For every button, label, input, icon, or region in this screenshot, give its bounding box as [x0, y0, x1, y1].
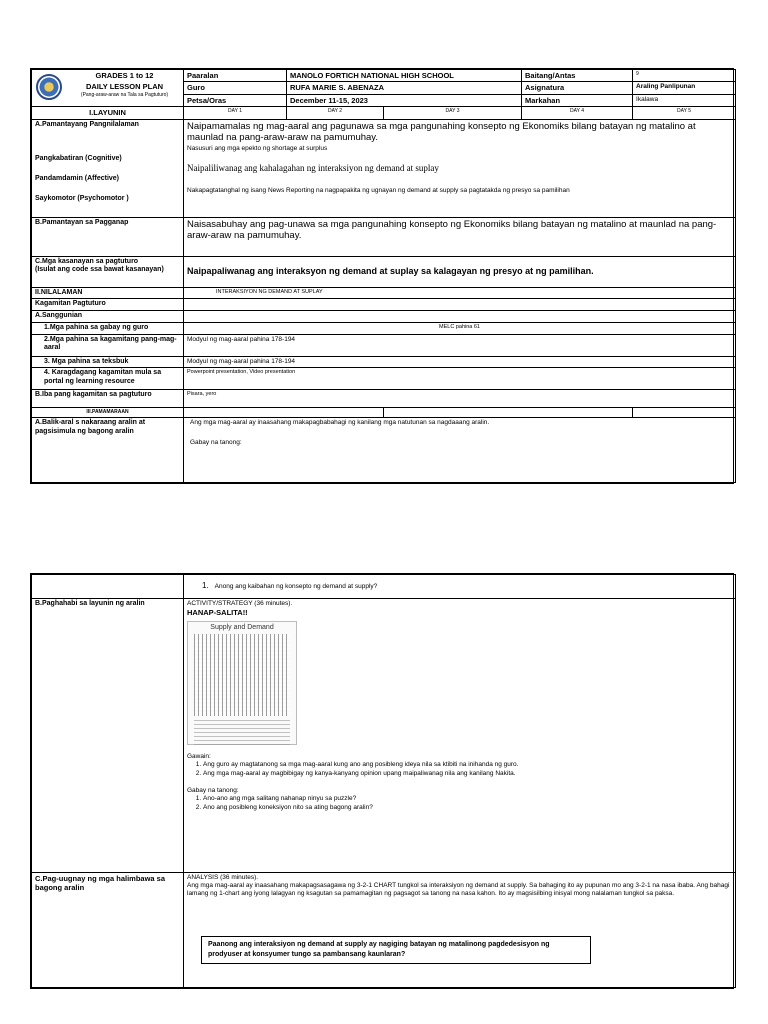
paaralan-value: MANOLO FORTICH NATIONAL HIGH SCHOOL: [287, 70, 522, 82]
balik-aral-content: [184, 418, 736, 483]
day-4: DAY 4: [522, 107, 633, 119]
petsa-label: Petsa/Oras: [184, 94, 287, 106]
pamantayan-pangnilalaman-label: A.Pamantayang Pangnilalaman: [35, 120, 139, 128]
iba-pang-text: Pisara, yero: [184, 390, 736, 408]
gabay-label: Gabay na tanong:: [187, 786, 239, 794]
guide-question-box: Paanong ang interaksiyon ng demand at supply ay nagiging batayan ng matalinong pagdedesisyon ng prodyuser at konsyumer tungo sa pambansang kaunlaran?: [201, 936, 591, 964]
balik-aral-label: A.Balik-aral s nakaraang aralin at pagsisimula ng bagong aralin: [32, 418, 184, 483]
grades-title: GRADES 1 to 12: [95, 71, 154, 80]
day-3: DAY 3: [384, 107, 522, 119]
teksbuk-text: Modyul ng mag-aaral pahina 178-194: [184, 356, 736, 368]
analysis-text: Ang mga mag-aaral ay inaasahang makapagsasagawa ng 3-2-1 CHART tungkol sa interaksiyon ng demand at supply. Sa bahaging ito ay pupunan mo ang 3-2-1 na nasa ibaba. Ang bahagi lamang ng 1-chart ang iyong lalagyan ng ksagutan sa pamamagitan ng pagsagot sa tanong na nasa kahon. Ito ay magsisilbing inisyal mong nalalaman tungkol sa paksa.: [187, 882, 730, 898]
gabay-guro-text: MELC pahina 61: [184, 322, 736, 334]
cognitive-label: Pangkabatiran (Cognitive): [35, 155, 122, 163]
puzzle-word-list: [194, 719, 290, 745]
pamantayan-subtext: Nasusuri ang mga epekto ng shortage at surplus: [187, 145, 328, 153]
deped-logo-icon: [36, 74, 62, 100]
dlp-subtitle: (Pang-araw-araw na Tala sa Pagtuturo): [80, 91, 169, 98]
markahan-value: Ikalawa: [633, 94, 736, 106]
lesson-plan-table-page-2: [30, 573, 734, 989]
day-5: DAY 5: [633, 107, 736, 119]
kagamitang-aaral-label: 2.Mga pahina sa kagamitang pang-mag-aaral: [32, 334, 184, 356]
guro-value: RUFA MARIE S. ABENAZA: [287, 82, 522, 94]
baitang-value: 9: [633, 70, 736, 82]
kasanayan-label: C.Mga kasanayan sa pagtuturo: [35, 257, 139, 265]
layunin-heading: I.LAYUNIN: [32, 107, 184, 119]
pagganap-text: Naisasabuhay ang pag-unawa sa mga pangunahing konsepto ng Ekonomiks bilang batayan ng matalino at maunlad na pang-araw-araw na pamumuhay.: [184, 217, 736, 256]
word-search-puzzle-image: [187, 621, 297, 745]
puzzle-letter-grid: [194, 634, 290, 716]
guro-label: Guro: [184, 82, 287, 94]
kagamitan-label: Kagamitan Pagtuturo: [32, 299, 184, 311]
iba-pang-label: B.Iba pang kagamitan sa pagtuturo: [32, 390, 184, 408]
activity-strategy: ACTIVITY/STRATEGY (36 minutes).: [187, 600, 293, 607]
nilalaman-text: INTERAKSIYON NG DEMAND AT SUPLAY: [184, 287, 736, 299]
markahan-label: Markahan: [522, 94, 633, 106]
gabay-item: 1. Ano-ano ang mga salitang nahanap ninyu sa puzzle?: [203, 795, 732, 803]
paaralan-label: Paaralan: [184, 70, 287, 82]
pamantayan-text: Naipamamalas ng mag-aaral ang pagunawa sa mga pangunahing konsepto ng Ekonomiks bilang batayan ng matalino at maunlad na pang-araw-araw na pamumuhay.: [187, 120, 696, 144]
pagganap-label: B.Pamantayan sa Pagganap: [32, 217, 184, 256]
q1-label-empty: [32, 575, 184, 599]
sanggunian-label: A.Sanggunian: [32, 311, 184, 323]
paghahabi-content: [184, 599, 736, 873]
petsa-value: December 11-15, 2023: [287, 94, 522, 106]
pamamaraan-col-2: [384, 408, 633, 418]
balik-aral-gabay: Gabay na tanong:: [190, 439, 242, 447]
header-title-cell: [32, 70, 184, 107]
paghahabi-label: B.Paghahabi sa layunin ng aralin: [32, 599, 184, 873]
gawain-list: [203, 761, 732, 778]
q1-text: Anong ang kaibahan ng konsepto ng demand at supply?: [214, 583, 378, 591]
sanggunian-empty: [184, 311, 736, 323]
pamantayan-content: [184, 119, 736, 217]
karagdagang-label: 4. Karagdagang kagamitan mula sa portal ng learning resource: [32, 368, 184, 390]
pamamaraan-col-1: [184, 408, 384, 418]
kasanayan-label-cell: [32, 256, 184, 287]
pamantayan-labels: [32, 119, 184, 217]
analysis-label: ANALYSIS (36 minutes).: [187, 874, 259, 881]
day-1: DAY 1: [184, 107, 287, 119]
pag-uugnay-label: C.Pag-uugnay ng mga halimbawa sa bagong aralin: [32, 873, 184, 988]
pamamaraan-heading: III.PAMAMARAAN: [32, 408, 184, 418]
lesson-plan-table-page-1: [30, 68, 734, 484]
gawain-label: Gawain:: [187, 752, 211, 760]
kagamitan-empty: [184, 299, 736, 311]
q1-number: 1.: [202, 581, 209, 591]
karagdagang-text: Powerpoint presentation, Video presentation: [184, 368, 736, 390]
gabay-list: [203, 795, 732, 812]
kasanayan-text: Naipapaliwanag ang interaksyon ng demand at suplay sa kalagayan ng presyo at ng pamilihan.: [184, 256, 736, 287]
affective-text: Nakapagtatanghal ng isang News Reporting na nagpapakita ng ugnayan ng demand at supply sa pagtatakda ng presyo sa pamilihan: [187, 186, 570, 194]
gabay-item: 2. Ano ang posibleng koneksiyon nito sa ating bagong aralin?: [203, 804, 732, 812]
baitang-label: Baitang/Antas: [522, 70, 633, 82]
affective-label: Pandamdamin (Affective): [35, 175, 120, 182]
q1-cell: [184, 575, 736, 599]
kasanayan-label-note: (Isulat ang code ssa bawat kasanayan): [35, 266, 164, 274]
teksbuk-label: 3. Mga pahina sa teksbuk: [32, 356, 184, 368]
nilalaman-label: II.NILALAMAN: [32, 287, 184, 299]
asignatura-label: Asignatura: [522, 82, 633, 94]
gabay-guro-label: 1.Mga pahina sa gabay ng guro: [32, 322, 184, 334]
pag-uugnay-content: [184, 873, 736, 988]
balik-aral-text: Ang mga mag-aaral ay inaasahang makapagbabahagi ng kanilang mga natutunan sa nagdaaang aralin.: [190, 419, 490, 427]
gawain-item: 2. Ang mga mag-aaral ay magbibigay ng kanya-kanyang opinion upang maipaliwanag nila ang kanilang Nakita.: [203, 770, 732, 778]
kagamitang-aaral-text: Modyul ng mag-aaral pahina 178-194: [184, 334, 736, 356]
pamamaraan-col-3: [633, 408, 736, 418]
cognitive-text: Naipaliliwanag ang kahalagahan ng interaksiyon ng demand at suplay: [187, 163, 439, 174]
psychomotor-label: Saykomotor (Psychomotor ): [35, 194, 129, 202]
gawain-item: 1. Ang guro ay magtatanong sa mga mag-aaral kung ano ang posibleng ideya nila sa ktibiti na inihanda ng guro.: [203, 761, 732, 769]
day-2: DAY 2: [287, 107, 384, 119]
asignatura-value: Araling Panlipunan: [633, 82, 736, 94]
puzzle-title: Supply and Demand: [210, 623, 274, 631]
hanap-salita-title: HANAP-SALITA!!: [187, 608, 248, 618]
dlp-title: DAILY LESSON PLAN: [85, 82, 164, 92]
